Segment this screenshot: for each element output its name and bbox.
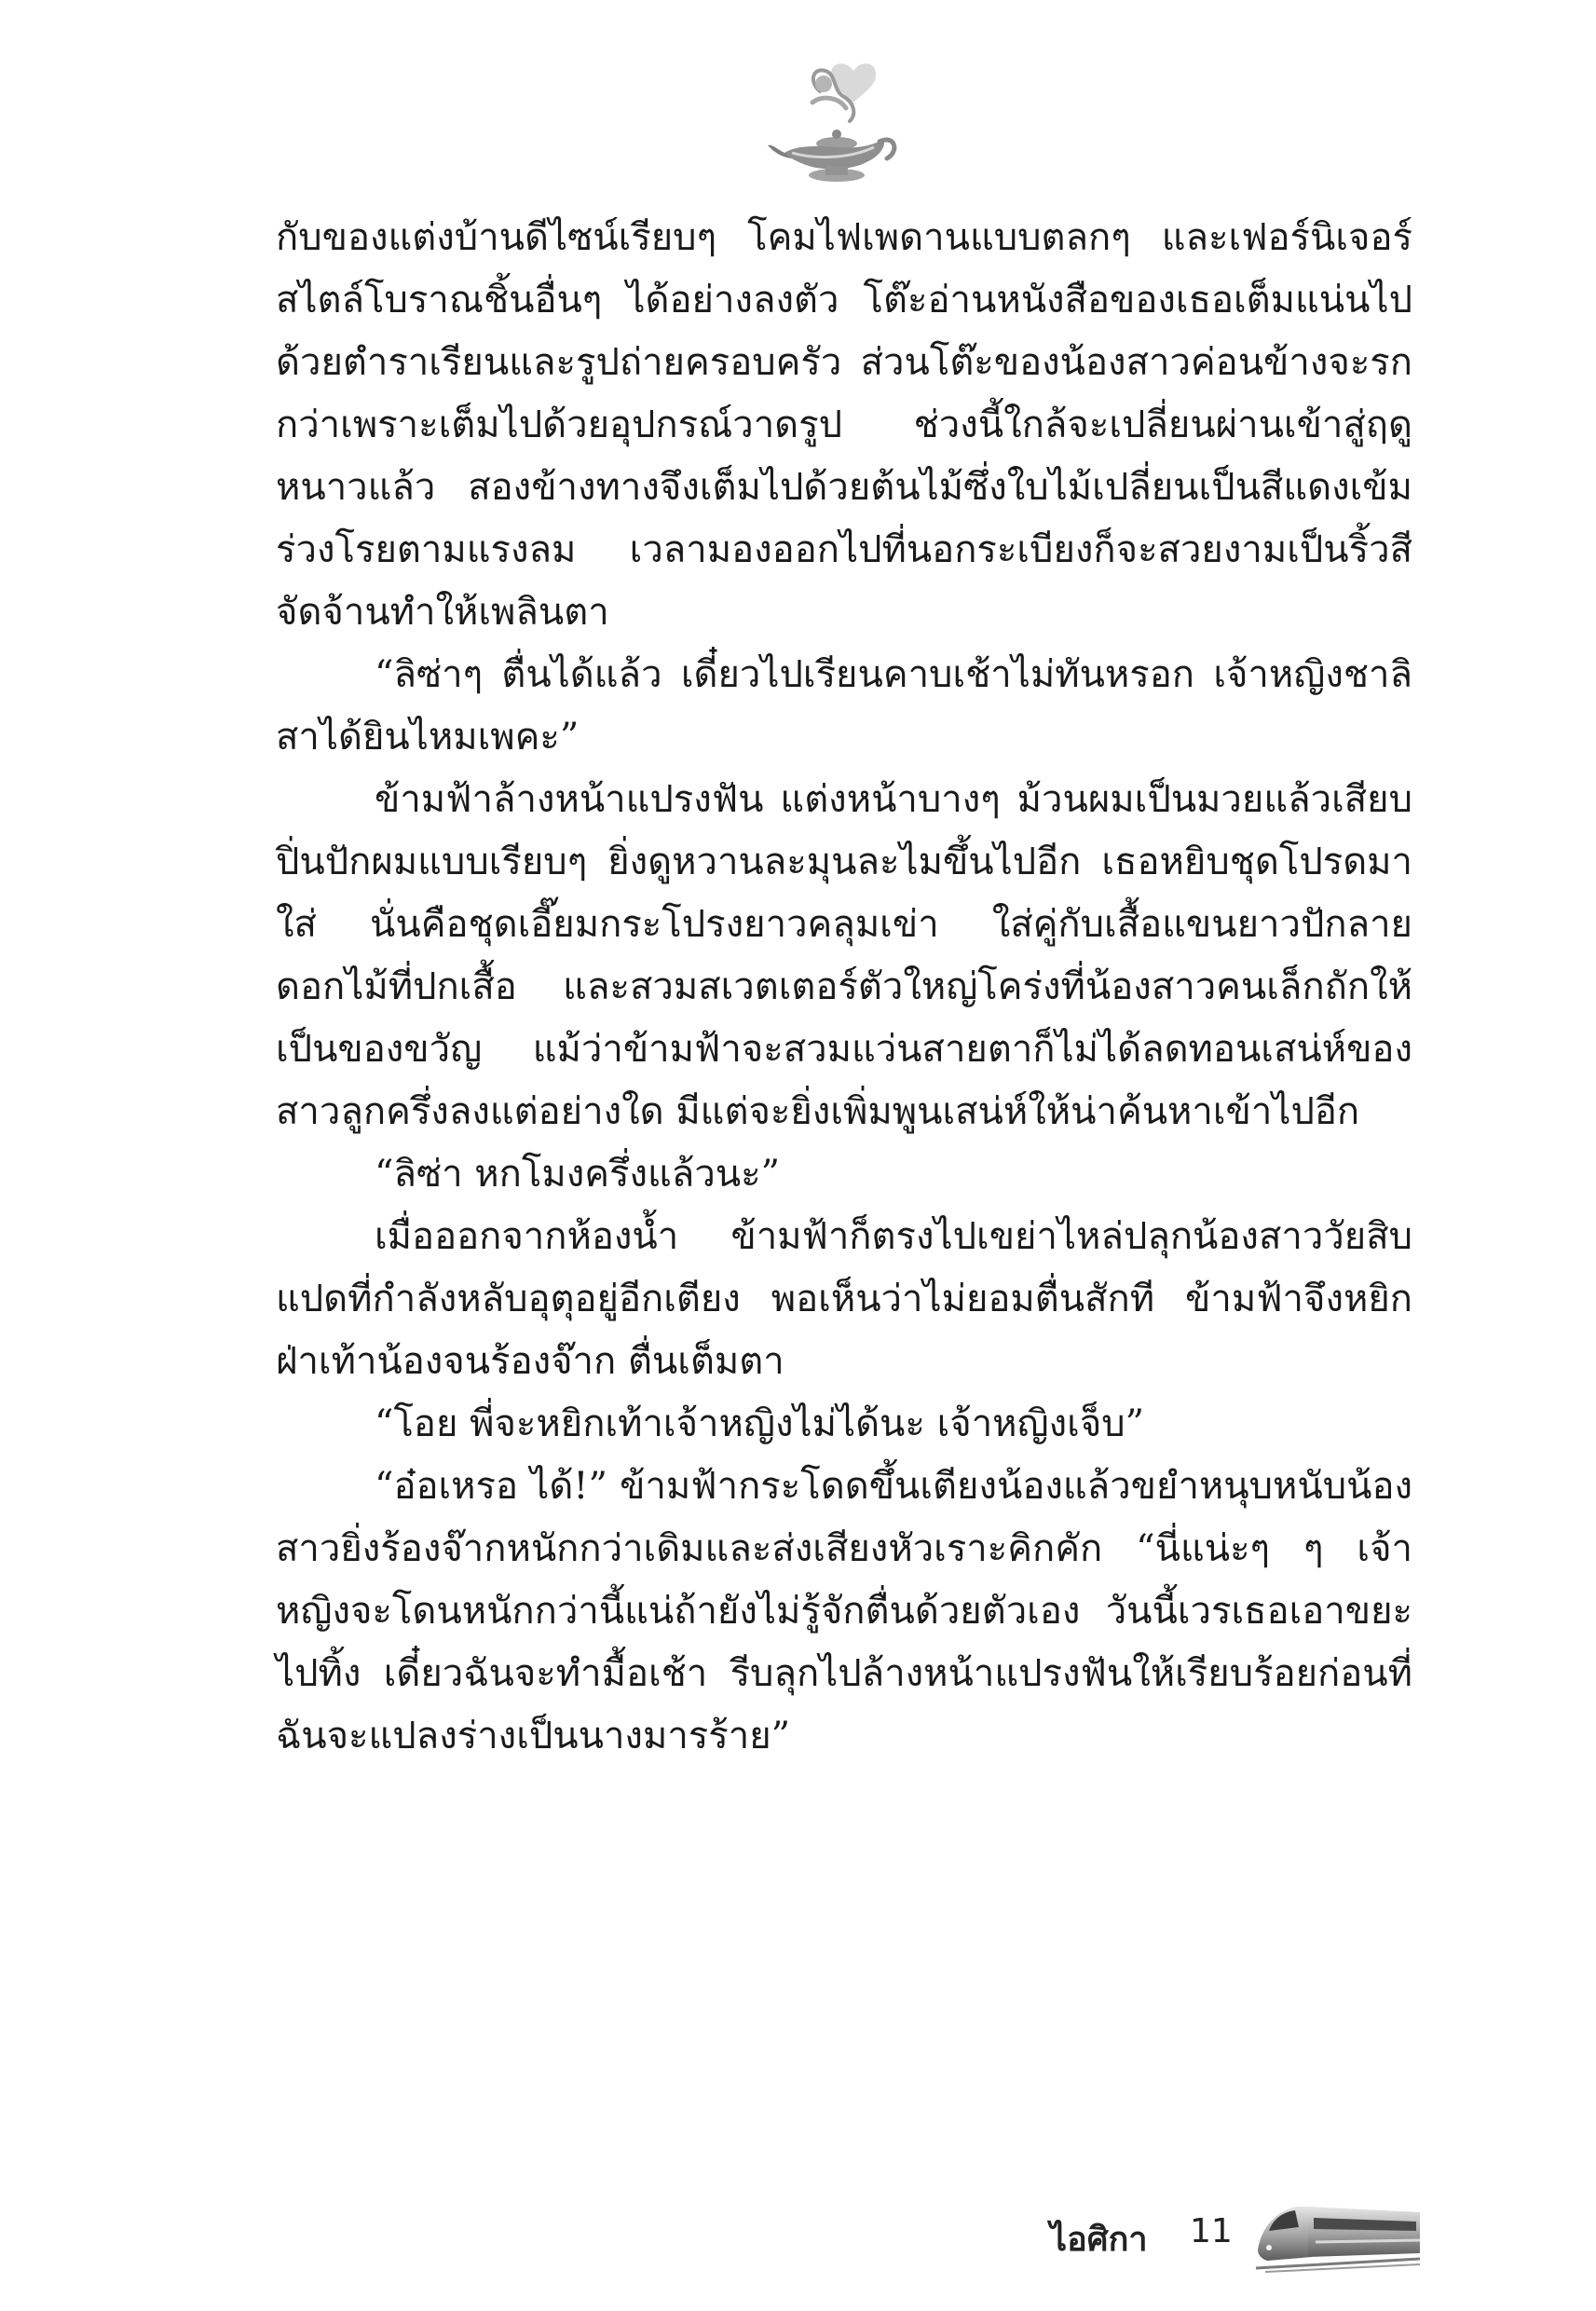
paragraph: “ลิซ่าๆ ตื่นได้แล้ว เดี๋ยวไปเรียนคาบเช้าไม่ทันหรอก เจ้าหญิงชาลิสาได้ยินไหมเพคะ”	[276, 653, 1412, 759]
paragraph: “ลิซ่า หกโมงครึ่งแล้วนะ”	[375, 1153, 781, 1196]
paragraph: เมื่อออกจากห้องน้ำ ข้ามฟ้าก็ตรงไปเขย่าไหล่ปลุกน้องสาววัยสิบแปดที่กำลังหลับอุตุอยู่อีกเตียง พอเห็นว่าไม่ยอมตื่นสักที ข้ามฟ้าจึงหยิกฝ่าเท้าน้องจนร้องจ๊าก ตื่นเต็มตา	[276, 1215, 1412, 1383]
paragraph: “โอย พี่จะหยิกเท้าเจ้าหญิงไม่ได้นะ เจ้าหญิงเจ็บ”	[375, 1402, 1145, 1445]
book-title: ไอศิกา	[1050, 2221, 1148, 2259]
paragraph: ข้ามฟ้าล้างหน้าแปรงฟัน แต่งหน้าบางๆ ม้วนผมเป็นมวยแล้วเสียบปิ่นปักผมแบบเรียบๆ ยิ่งดูหวานละมุนละไมขึ้นไปอีก เธอหยิบชุดโปรดมาใส่ นั่นคือชุดเอี๊ยมกระโปรงยาวคลุมเข่า ใส่คู่กับเสื้อแขนยาวปักลายดอกไม้ที่ปกเสื้อ และสวมสเวตเตอร์ตัวใหญ่โคร่งที่น้องสาวคนเล็กถักให้เป็นของขวัญ แม้ว่าข้ามฟ้าจะสวมแว่นสายตาก็ไม่ได้ลดทอนเสน่ห์ของสาวลูกครึ่งลงแต่อย่างใด มีแต่จะยิ่งเพิ่มพูนเสน่ห์ให้น่าค้นหาเข้าไปอีก	[276, 778, 1412, 1133]
paragraph: “อ๋อเหรอ ได้!” ข้ามฟ้ากระโดดขึ้นเตียงน้องแล้วขยำหนุบหนับน้องสาวยิ่งร้องจ๊ากหนักกว่าเดิมและส่งเสียงหัวเราะคิกคัก “นี่แน่ะๆ ๆ เจ้าหญิงจะโดนหนักกว่านี้แน่ถ้ายังไม่รู้จักตื่นด้วยตัวเอง วันนี้เวรเธอเอาขยะไปทิ้ง เดี๋ยวฉันจะทำมื้อเช้า รีบลุกไปล้างหน้าแปรงฟันให้เรียบร้อยก่อนที่ฉันจะแปลงร่างเป็นนางมารร้าย”	[276, 1465, 1412, 1757]
genie-lamp-icon	[764, 54, 904, 194]
paragraph: กับของแต่งบ้านดีไซน์เรียบๆ โคมไฟเพดานแบบตลกๆ และเฟอร์นิเจอร์สไตล์โบราณชิ้นอื่นๆ ได้อย่างลงตัว โต๊ะอ่านหนังสือของเธอเต็มแน่นไปด้วยตำราเรียนและรูปถ่ายครอบครัว ส่วนโต๊ะของน้องสาวค่อนข้างจะรกกว่าเพราะเต็มไปด้วยอุปกรณ์วาดรูป ช่วงนี้ใกล้จะเปลี่ยนผ่านเข้าสู่ฤดูหนาวแล้ว สองข้างทางจึงเต็มไปด้วยต้นไม้ซึ่งใบไม้เปลี่ยนเป็นสีแดงเข้มร่วงโรยตามแรงลม เวลามองออกไปที่นอกระเบียงก็จะสวยงามเป็นริ้วสีจัดจ้านทำให้เพลินตา	[276, 216, 1412, 634]
train-icon	[1256, 2199, 1420, 2274]
page-footer	[0, 2199, 1596, 2302]
page-number: 11	[1190, 2212, 1233, 2250]
body-text	[276, 207, 1412, 1768]
